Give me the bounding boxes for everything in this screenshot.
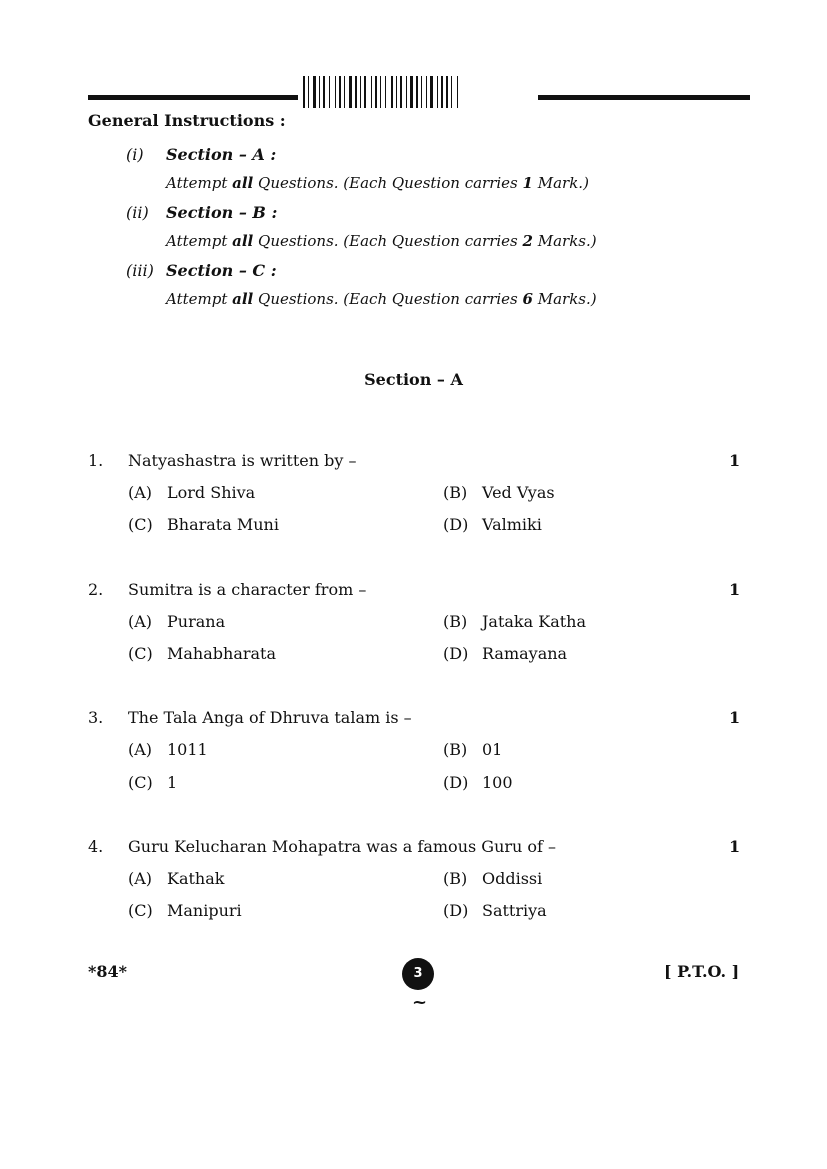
question-number: 4. (88, 837, 104, 856)
question-text: The Tala Anga of Dhruva talam is – (128, 708, 412, 727)
pto-label: [ P.T.O. ] (664, 962, 740, 981)
question-text: Guru Kelucharan Mohapatra was a famous Guru of – (128, 837, 557, 856)
option-text: Purana (167, 612, 226, 631)
paper-code: *84* (88, 962, 127, 981)
page-number-badge: 3 (402, 958, 434, 990)
option-text: Jataka Katha (482, 612, 587, 631)
instruction-text: Attempt all Questions. (Each Question carries 1 Mark.) (166, 174, 589, 192)
option-text: Valmiki (482, 515, 542, 534)
question-marks: 1 (729, 708, 741, 727)
option-letter: (A) (128, 869, 153, 888)
instruction-text: Attempt all Questions. (Each Question carries 6 Marks.) (166, 290, 597, 308)
header-rule-right (538, 95, 750, 100)
option-letter: (C) (128, 515, 153, 534)
option-text: Oddissi (482, 869, 543, 888)
instruction-section-heading: Section – C : (166, 261, 277, 280)
option-letter: (B) (443, 740, 468, 759)
instruction-text: Attempt all Questions. (Each Question carries 2 Marks.) (166, 232, 597, 250)
option-letter: (D) (443, 644, 469, 663)
instruction-number: (ii) (126, 203, 149, 222)
general-instructions-title: General Instructions : (88, 111, 286, 130)
option-text: Mahabharata (167, 644, 277, 663)
question-marks: 1 (729, 580, 741, 599)
option-letter: (B) (443, 483, 468, 502)
option-letter: (B) (443, 869, 468, 888)
option-letter: (D) (443, 515, 469, 534)
question-text: Natyashastra is written by – (128, 451, 357, 470)
barcode (303, 76, 523, 108)
question-number: 2. (88, 580, 104, 599)
option-text: Manipuri (167, 901, 242, 920)
option-letter: (A) (128, 740, 153, 759)
option-letter: (D) (443, 773, 469, 792)
option-letter: (B) (443, 612, 468, 631)
instruction-section-heading: Section – A : (166, 145, 277, 164)
option-text: 01 (482, 740, 503, 759)
question-marks: 1 (729, 837, 741, 856)
instruction-section-heading: Section – B : (166, 203, 278, 222)
option-text: Lord Shiva (167, 483, 256, 502)
option-text: Sattriya (482, 901, 547, 920)
question-marks: 1 (729, 451, 741, 470)
instruction-number: (iii) (126, 261, 154, 280)
question-number: 3. (88, 708, 104, 727)
option-text: Kathak (167, 869, 225, 888)
question-text: Sumitra is a character from – (128, 580, 367, 599)
option-text: 1011 (167, 740, 208, 759)
option-text: Ved Vyas (482, 483, 555, 502)
option-letter: (C) (128, 644, 153, 663)
tilde-mark: ~ (412, 992, 428, 1013)
option-letter: (D) (443, 901, 469, 920)
option-text: Ramayana (482, 644, 568, 663)
option-text: Bharata Muni (167, 515, 279, 534)
option-letter: (A) (128, 612, 153, 631)
header-rule-left (88, 95, 298, 100)
option-letter: (C) (128, 901, 153, 920)
option-text: 100 (482, 773, 513, 792)
instruction-number: (i) (126, 145, 144, 164)
question-number: 1. (88, 451, 104, 470)
option-text: 1 (167, 773, 178, 792)
option-letter: (A) (128, 483, 153, 502)
section-title: Section – A (364, 370, 463, 389)
option-letter: (C) (128, 773, 153, 792)
